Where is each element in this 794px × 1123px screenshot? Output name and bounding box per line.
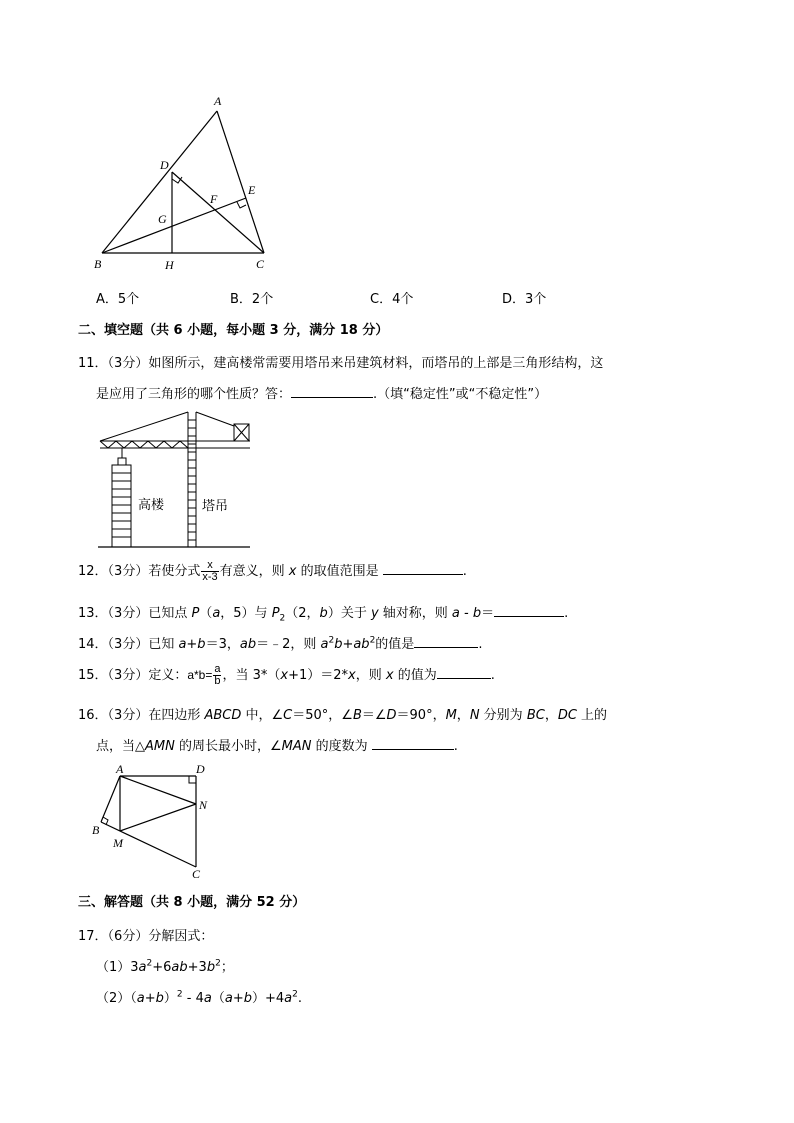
q14-sup-1: 2 (328, 635, 335, 646)
q11-answer-blank[interactable] (291, 383, 373, 398)
q16-text-1a: 16．（3分）在四边形 (78, 708, 205, 723)
building-shape (112, 465, 131, 547)
point-label-a: A (116, 762, 124, 776)
q14-text-b: ＝3， (205, 637, 240, 652)
jib-truss (100, 441, 188, 448)
point-label-n: N (199, 798, 208, 812)
q14-expr-3: a (320, 637, 329, 652)
q16-text-1d: ＝∠ (361, 708, 387, 723)
q14-end: . (478, 637, 483, 652)
right-angle-mark-e (237, 202, 246, 208)
q16-angle-man: MAN (281, 739, 312, 754)
point-label-e: E (248, 183, 256, 197)
q12-end: . (462, 564, 467, 579)
q13-point-p: P (191, 606, 200, 621)
q17-p2-d: - 4 (182, 991, 204, 1006)
q14-text-d: 的值是 (375, 637, 415, 652)
q16-text-1b: 中，∠ (241, 708, 284, 723)
q12-prefix: 12．（3分）若使分式 (78, 564, 201, 579)
q16-point-m: M (445, 708, 457, 723)
option-c: C．4个 (370, 292, 414, 307)
q14-text-a: 14．（3分）已知 (78, 637, 179, 652)
q15-answer-blank[interactable] (437, 664, 491, 679)
q17-p1-e: +3 (187, 960, 207, 975)
q15-denominator: b (214, 675, 221, 687)
q13-text-c: ，5）与 (220, 606, 272, 621)
q15-fraction (213, 664, 221, 687)
q16-abcd: ABCD (204, 708, 242, 723)
option-b: B．2个 (230, 292, 274, 307)
q13-var-y: y (370, 606, 379, 621)
q12-var: x (288, 564, 297, 579)
point-label-d: D (160, 158, 169, 172)
quadrilateral-diagram (88, 760, 218, 880)
q16-text-1c: ＝50°，∠ (292, 708, 353, 723)
q17-p1-sup1: 2 (146, 958, 153, 969)
q14-sup-2: 2 (369, 635, 376, 646)
q12-denominator: x-3 (202, 571, 218, 583)
q16-angle-c: C (283, 708, 293, 723)
q17-p2-c: ） (163, 991, 177, 1006)
q16-triangle-amn: AMN (145, 739, 175, 754)
q16-text-1h: ， (544, 708, 558, 723)
q14-text-c: ＝﹣2，则 (256, 637, 321, 652)
q11-line1: 11．（3分）如图所示，建高楼常需要用塔吊来吊建筑材料，而塔吊的上部是三角形结构，这 (78, 356, 604, 371)
q13-text-d: （2， (285, 606, 320, 621)
q14-expr-2: ab (239, 637, 257, 652)
point-label-d: D (196, 762, 205, 776)
q13-text-g: ＝ (481, 606, 495, 621)
point-label-g: G (158, 212, 167, 226)
section-2-title: 二、填空题（共 6 小题，每小题 3 分，满分 18 分） (78, 323, 389, 338)
q15-text-a: 15．（3分）定义： (78, 668, 188, 683)
q16-text-2b: 的周长最小时，∠ (174, 739, 282, 754)
building-load (118, 458, 126, 465)
point-label-c: C (192, 867, 201, 881)
q13-expr: a - b (451, 606, 482, 621)
q13-text-a: 13．（3分）已知点 (78, 606, 192, 621)
triangle-figure (90, 94, 280, 275)
q14-line (78, 633, 482, 652)
q15-text-c: +1）＝2* (288, 668, 349, 683)
q16-end: . (453, 739, 458, 754)
q16-point-n: N (469, 708, 480, 723)
q13-var-a: a (212, 606, 221, 621)
q16-line2 (96, 735, 458, 754)
segment-an (120, 776, 196, 804)
jib-tie-left (100, 412, 188, 441)
q17-p1-f: b (206, 960, 216, 975)
q14-expr-4: b+ab (334, 637, 370, 652)
option-d: D．3个 (502, 292, 547, 307)
point-label-c: C (256, 257, 265, 271)
q12-line (78, 560, 467, 583)
q16-text-1i: 上的 (576, 708, 608, 723)
q11-text-b: .（填“稳定性”或“不稳定性”） (373, 387, 548, 402)
q17-p1-c: +6 (152, 960, 172, 975)
point-label-b: B (94, 257, 102, 271)
q12-numerator: x (201, 560, 218, 572)
q17-part1 (96, 956, 234, 975)
q11-text-a: 是应用了三角形的哪个性质？答： (96, 387, 292, 402)
section-3-title: 三、解答题（共 8 小题，满分 52 分） (78, 895, 306, 910)
q17-p2-b: a+b (136, 991, 164, 1006)
side-ab (102, 111, 217, 253)
building-label: 高楼 (138, 498, 165, 513)
right-angle-mark-d (172, 177, 182, 183)
q17-p2-e: a (203, 991, 212, 1006)
q15-definition: a*b= (187, 668, 213, 682)
q13-line (78, 602, 568, 624)
q13-var-b: b (319, 606, 328, 621)
q15-line (78, 664, 495, 687)
quadrilateral-figure (88, 760, 218, 880)
q17-p1-b: a (138, 960, 147, 975)
q12-answer-blank[interactable] (383, 560, 463, 575)
q13-point-p2: P (271, 606, 280, 621)
q11-line2 (96, 383, 547, 402)
crane-label: 塔吊 (202, 499, 229, 514)
q14-expr-1: a+b (178, 637, 206, 652)
q16-text-1e: ＝90°， (396, 708, 446, 723)
segment-mn (120, 804, 196, 831)
q16-line1 (78, 704, 607, 723)
q13-text-f: 轴对称，则 (378, 606, 452, 621)
q13-sub-2: 2 (279, 613, 286, 624)
q13-text-b: （ (199, 606, 213, 621)
q17-p2-a: （2）（ (96, 991, 137, 1006)
q12-fraction (201, 560, 218, 583)
point-label-b: B (92, 823, 100, 837)
q16-side-dc: DC (557, 708, 577, 723)
q13-text-e: ）关于 (327, 606, 371, 621)
q15-text-e: 的值为 (393, 668, 437, 683)
q17-p1-d: ab (171, 960, 188, 975)
q17-title: 17．（6分）分解因式： (78, 929, 214, 944)
q16-text-1g: 分别为 (479, 708, 527, 723)
point-label-a: A (214, 94, 222, 108)
q17-p1-sup2: 2 (215, 958, 221, 969)
q16-text-2a: 点，当△ (96, 739, 145, 754)
crane-figure (96, 408, 252, 553)
q16-angle-b: B (352, 708, 362, 723)
point-label-f: F (210, 192, 218, 206)
q16-angle-d: D (386, 708, 397, 723)
q17-p2-f: （ (211, 991, 225, 1006)
q17-p2-h: ）+4 (252, 991, 285, 1006)
q15-end: . (490, 668, 495, 683)
jib-tie-right (196, 412, 234, 426)
q13-answer-blank[interactable] (494, 602, 564, 617)
q17-p2-sup2: 2 (292, 989, 298, 1000)
q16-answer-blank[interactable] (372, 735, 454, 750)
point-label-m: M (113, 836, 123, 850)
q17-p1-a: （1）3 (96, 960, 139, 975)
q15-var-x2: x (348, 668, 356, 683)
q15-text-b: ，当 3*（ (222, 668, 281, 683)
q14-answer-blank[interactable] (414, 633, 478, 648)
q15-numerator: a (214, 663, 221, 675)
q12-suffix-a: 有意义，则 (219, 564, 289, 579)
q16-text-1f: ， (456, 708, 470, 723)
point-label-h: H (165, 258, 174, 272)
side-ba (101, 776, 120, 822)
q15-text-d: ，则 (355, 668, 386, 683)
q15-var-x3: x (385, 668, 394, 683)
q15-var-x1: x (280, 668, 289, 683)
crane-diagram (96, 408, 252, 553)
q12-suffix-b: 的取值范围是 (296, 564, 383, 579)
q17-p1-g: ； (220, 960, 234, 975)
option-a: A．5个 (96, 292, 140, 307)
q17-p2-i: a (284, 991, 293, 1006)
q16-text-2c: 的度数为 (311, 739, 372, 754)
q17-p2-g: a+b (224, 991, 252, 1006)
right-angle-mark-d (189, 776, 196, 783)
q17-part2 (96, 987, 302, 1006)
q13-end: . (564, 606, 569, 621)
q16-side-bc: BC (526, 708, 545, 723)
q17-p2-j: . (297, 991, 303, 1006)
q17-p2-sup1: 2 (176, 989, 183, 1000)
